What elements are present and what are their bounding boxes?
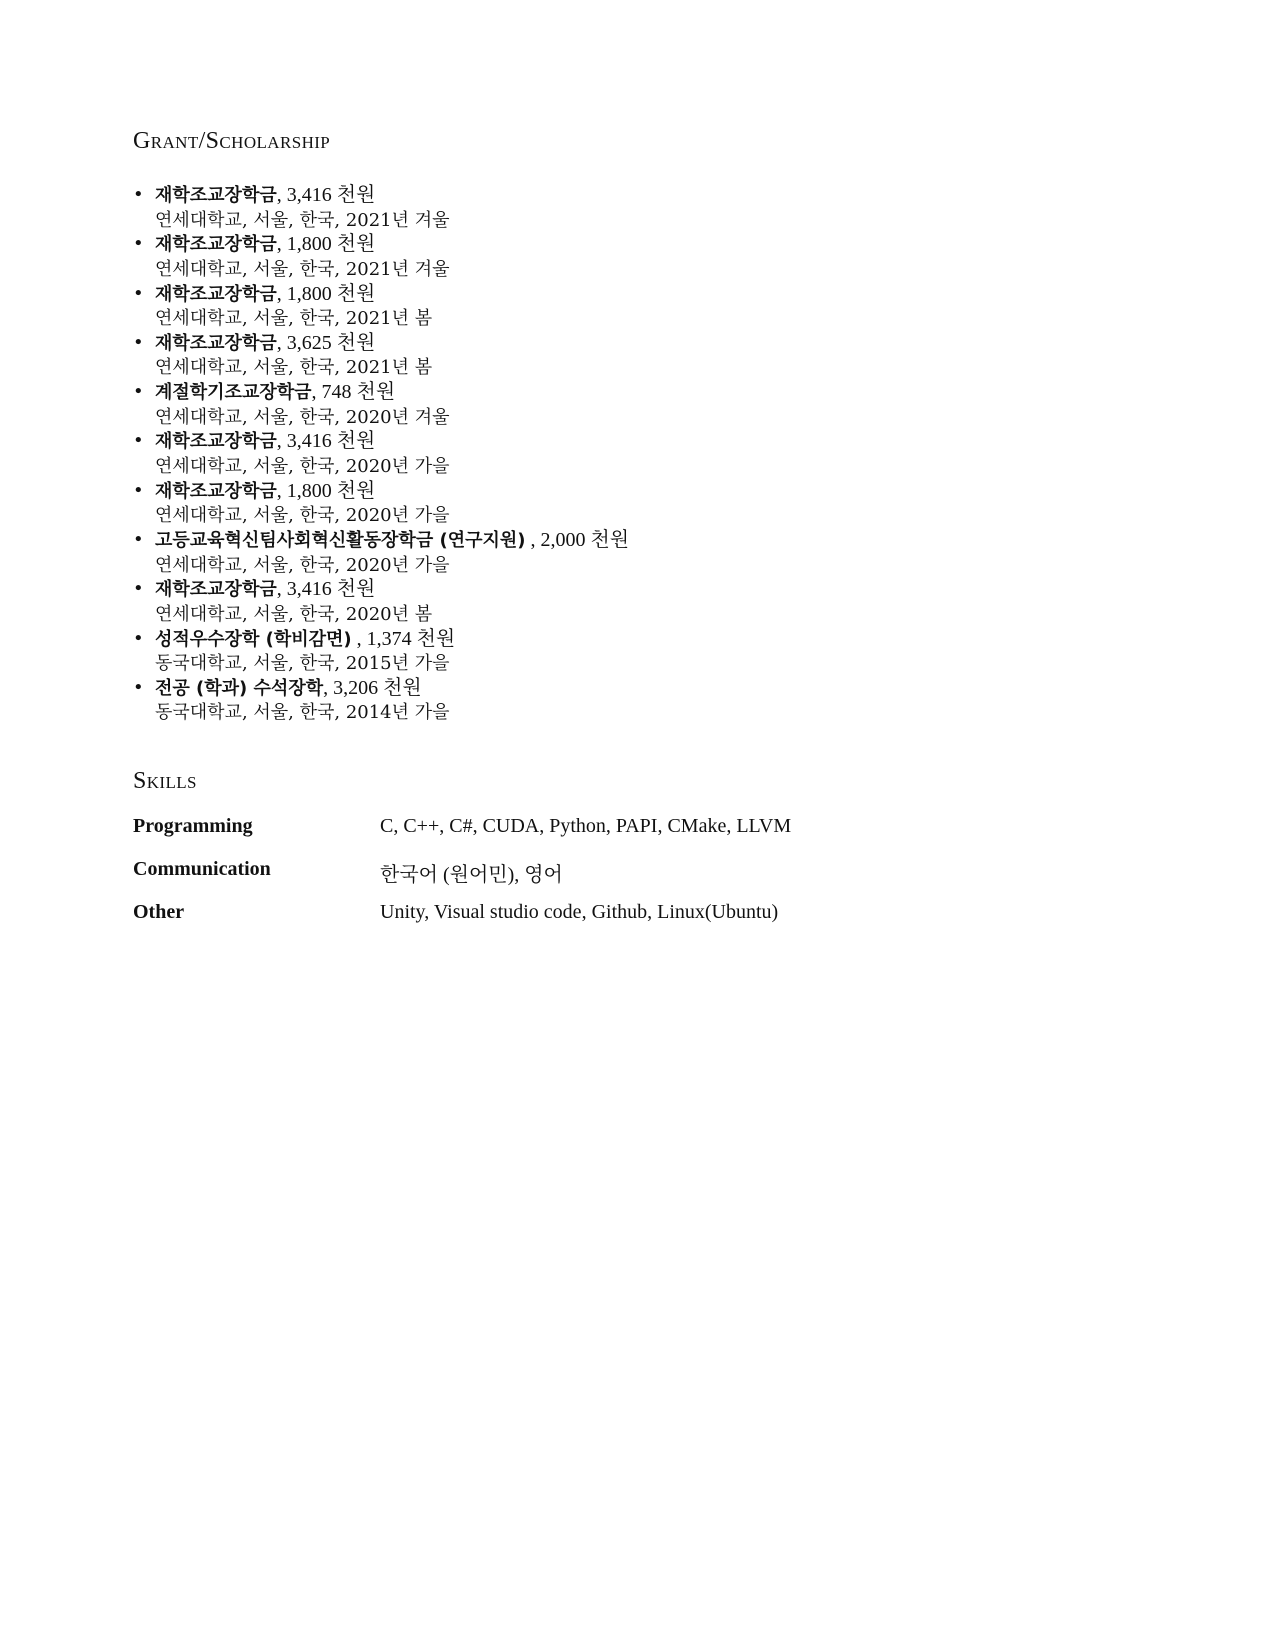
grant-amount: , 3,206 천원	[323, 676, 422, 699]
grant-amount: , 3,625 천원	[276, 331, 376, 354]
bullet-icon: •	[133, 233, 144, 255]
grant-location: 동국대학교, 서울, 한국, 2015년 가을	[155, 653, 450, 675]
bullet-icon: •	[133, 479, 144, 501]
skill-value: Unity, Visual studio code, Github, Linux(Ubuntu)	[380, 901, 779, 923]
grant-location: 연세대학교, 서울, 한국, 2020년 가을	[155, 505, 450, 527]
skills-table	[133, 815, 1033, 944]
grant-item	[133, 676, 1033, 725]
grant-name: 재학조교장학금	[155, 234, 277, 256]
grant-name: 재학조교장학금	[155, 185, 277, 206]
grant-location: 연세대학교, 서울, 한국, 2021년 봄	[155, 357, 433, 379]
grant-amount: , 3,416 천원	[276, 430, 376, 453]
skill-row	[133, 815, 1033, 858]
grant-location: 연세대학교, 서울, 한국, 2021년 겨울	[155, 209, 450, 231]
skill-row	[133, 901, 1033, 944]
bullet-icon: •	[133, 578, 144, 600]
skill-label: Communication	[133, 858, 271, 880]
grant-item	[133, 232, 1033, 281]
grant-amount: , 3,416 천원	[276, 578, 376, 601]
skill-value: 한국어 (원어민), 영어	[380, 864, 563, 886]
bullet-icon: •	[133, 282, 144, 304]
skill-label: Other	[133, 901, 185, 923]
grant-amount: , 1,800 천원	[276, 233, 376, 256]
bullet-icon: •	[133, 331, 144, 353]
skills-section-title: Skills	[133, 768, 197, 794]
skill-row	[133, 858, 1033, 901]
grant-location: 연세대학교, 서울, 한국, 2020년 겨울	[155, 406, 450, 428]
grant-name: 재학조교장학금	[155, 332, 277, 354]
grant-location: 연세대학교, 서울, 한국, 2020년 봄	[155, 603, 433, 625]
grant-location: 동국대학교, 서울, 한국, 2014년 가을	[155, 702, 450, 724]
grant-item	[133, 528, 1033, 577]
grant-location: 연세대학교, 서울, 한국, 2021년 겨울	[155, 258, 450, 280]
bullet-icon: •	[133, 430, 144, 452]
grant-item	[133, 183, 1033, 232]
skill-value: C, C++, C#, CUDA, Python, PAPI, CMake, LLVM	[380, 815, 792, 837]
grant-item	[133, 331, 1033, 380]
grant-section-title: Grant/Scholarship	[133, 128, 331, 154]
grant-amount: , 2,000 천원	[525, 529, 630, 552]
bullet-icon: •	[133, 381, 144, 403]
bullet-icon: •	[133, 529, 144, 551]
bullet-icon: •	[133, 676, 144, 698]
grant-name: 재학조교장학금	[155, 431, 277, 453]
grant-item	[133, 627, 1033, 676]
grant-item	[133, 479, 1033, 528]
grant-name: 재학조교장학금	[155, 283, 277, 305]
grant-amount: , 3,416 천원	[276, 184, 376, 206]
grant-list	[133, 183, 1033, 725]
grant-amount: , 1,374 천원	[351, 627, 456, 650]
grant-item	[133, 282, 1033, 331]
grant-name: 고등교육혁신팀사회혁신활동장학금 (연구지원)	[155, 530, 526, 552]
grant-location: 연세대학교, 서울, 한국, 2020년 가을	[155, 455, 450, 477]
grant-item	[133, 429, 1033, 478]
grant-amount: , 1,800 천원	[276, 282, 376, 305]
bullet-icon: •	[133, 627, 144, 649]
bullet-icon: •	[133, 184, 144, 205]
skill-label: Programming	[133, 815, 253, 837]
grant-location: 연세대학교, 서울, 한국, 2021년 봄	[155, 308, 433, 330]
grant-name: 계절학기조교장학금	[155, 382, 312, 404]
grant-name: 재학조교장학금	[155, 579, 277, 601]
grant-item	[133, 380, 1033, 429]
grant-name: 성적우수장학 (학비감면)	[155, 628, 352, 650]
grant-amount: , 748 천원	[311, 381, 396, 404]
grant-name: 재학조교장학금	[155, 480, 277, 502]
grant-item	[133, 577, 1033, 626]
grant-name: 전공 (학과) 수석장학	[155, 677, 324, 699]
grant-location: 연세대학교, 서울, 한국, 2020년 가을	[155, 554, 450, 576]
grant-amount: , 1,800 천원	[276, 479, 376, 502]
